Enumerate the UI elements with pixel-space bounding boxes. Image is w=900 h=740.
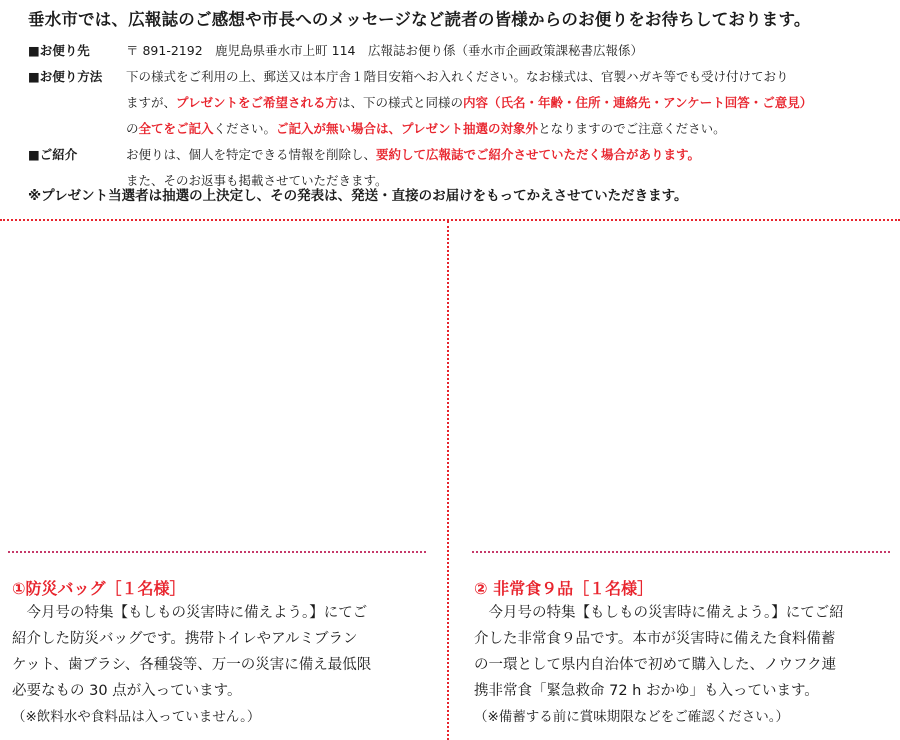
- prize-1-line: 紹介した防災バッグです。携帯トイレやアルミブラン: [12, 631, 358, 647]
- prize-2-line: の一環として県内自治体で初めて購入した、ノウフク連: [474, 657, 837, 673]
- info-section: [28, 38, 896, 194]
- lottery-note: ※プレゼント当選者は抽選の上決定し、その発表は、発送・直接のお届けをもってかえさせていただきます。: [28, 188, 688, 204]
- prize-1-note: （※飲料水や食料品は入っていません。）: [12, 709, 261, 725]
- section-divider: [0, 219, 900, 221]
- method-line-3: [126, 116, 896, 142]
- prize-2-divider: [472, 551, 890, 553]
- prize-1-line: 必要なもの 30 点が入っています。: [12, 683, 242, 699]
- method-text: の: [126, 121, 139, 136]
- method-emphasis: 全てをご記入: [138, 121, 214, 136]
- method-text: は、下の様式と同様の: [338, 95, 464, 110]
- method-emphasis: ご記入が無い場合は、プレゼント抽選の対象外: [276, 121, 539, 136]
- method-row: [28, 64, 896, 142]
- prize-2-line: 携非常食「緊急救命 72 h おかゆ」も入っています。: [474, 683, 819, 699]
- method-text: ください。: [213, 121, 277, 136]
- method-emphasis: プレゼントをご希望される方: [176, 95, 339, 110]
- prize-2-note: （※備蓄する前に賞味期限などをご確認ください。）: [474, 709, 790, 725]
- intro-emphasis: 要約して広報誌でご紹介させていただく場合があります。: [376, 147, 701, 162]
- prize-1-divider: [8, 551, 426, 553]
- method-line-2: [126, 90, 896, 116]
- intro-line-1: [126, 142, 896, 168]
- prize-2-photo: [472, 226, 892, 544]
- prize-2-title: ② 非常食９品［１名様］: [474, 579, 654, 598]
- prize-2-line: 今月号の特集【もしもの災害時に備えよう。】にてご紹: [474, 605, 844, 621]
- prize-1-photo: [8, 226, 428, 544]
- prize-2-line: 介した非常食９品です。本市が災害時に備えた食料備蓄: [474, 631, 836, 647]
- address-row: [28, 38, 896, 64]
- column-divider: [447, 221, 449, 740]
- method-line-1: 下の様式をご利用の上、郵送又は本庁舎１階目安箱へお入れください。なお様式は、官製ハガキ等でも受け付けており: [126, 69, 789, 84]
- page-headline: 垂水市では、広報誌のご感想や市長へのメッセージなど読者の皆様からのお便りをお待ちしております。: [28, 10, 811, 29]
- prize-1-line: ケット、歯ブラシ、各種袋等、万一の災害に備え最低限: [12, 657, 372, 673]
- intro-label: ■ご紹介: [28, 147, 78, 162]
- prize-1-description: [12, 600, 432, 730]
- method-text: となりますのでご注意ください。: [538, 121, 726, 136]
- intro-text: お便りは、個人を特定できる情報を削除し、: [126, 147, 377, 162]
- method-text: ますが、: [126, 95, 177, 110]
- prize-2-description: [474, 600, 896, 730]
- address-text: 〒 891-2192 鹿児島県垂水市上町 114 広報誌お便り係（垂水市企画政策課秘書広報係）: [126, 43, 643, 58]
- intro-line-2: また、そのお返事も掲載させていただきます。: [126, 173, 388, 188]
- prize-1-title: ①防災バッグ［１名様］: [12, 579, 186, 598]
- address-label: ■お便り先: [28, 43, 90, 58]
- method-label: ■お便り方法: [28, 69, 103, 84]
- method-emphasis: 内容（氏名・年齢・住所・連絡先・アンケート回答・ご意見）: [463, 95, 813, 110]
- address-content: [126, 38, 896, 64]
- prize-1-line: 今月号の特集【もしもの災害時に備えよう。】にてご: [12, 605, 368, 621]
- method-content: [126, 64, 896, 142]
